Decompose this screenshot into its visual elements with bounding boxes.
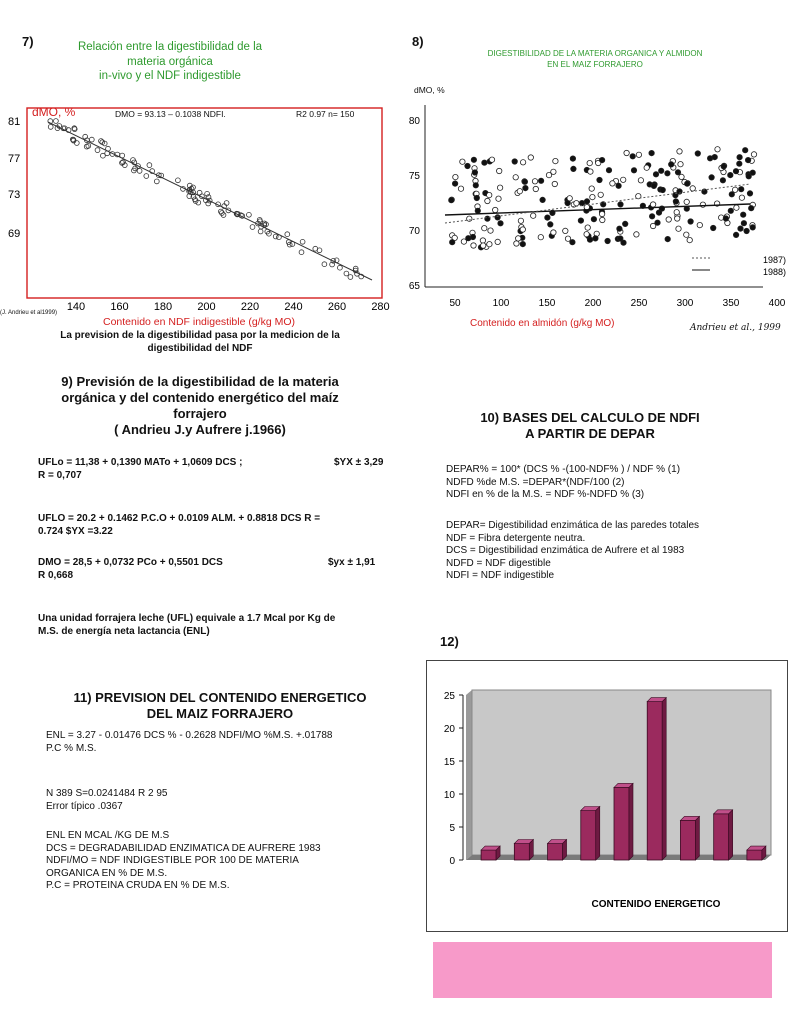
panel-8-point-filled [593,236,598,241]
panel-7-x-tick: 160 [110,301,129,313]
panel-8-title [430,48,760,70]
panel-7-xlabel: Contenido en NDF indigestible (g/kg MO) [103,316,296,328]
panel-8-point-open [684,232,689,237]
panel-9-eq1-r: R = 0,707 [38,470,82,481]
panel-12-bar [714,810,733,860]
panel-7-title-line: materia orgánica [127,55,213,68]
panel-8-point-open [687,237,692,242]
panel-8-point-filled [617,226,622,231]
panel-8-x-tick: 200 [584,298,602,309]
panel-8-number: 8) [412,34,424,49]
panel-8-point-open [493,207,498,212]
panel-8-point-open [590,194,595,199]
panel-8-point-open [528,155,533,160]
panel-9-title [40,374,360,438]
panel-12-y-tick: 25 [443,691,455,702]
panel-7-plot-frame [27,108,382,298]
panel-8-point-open [675,216,680,221]
panel-8-point-filled [733,232,738,237]
panel-8-point-open [697,222,702,227]
panel-8-point-filled [656,210,661,215]
panel-11-definition: ENL EN MCAL /KG DE M.S [46,830,170,841]
panel-8-point-filled [584,199,589,204]
panel-8-point-open [551,230,556,235]
panel-8-point-open [650,202,655,207]
panel-8-point-open [533,186,538,191]
panel-8-point-filled [649,214,654,219]
panel-8-point-open [563,228,568,233]
panel-8-point-open [587,160,592,165]
panel-8-point-filled [695,151,700,156]
panel-8-legend-1988: 1988) [763,267,787,277]
panel-8-point-open [488,228,493,233]
panel-8-points [449,147,757,250]
panel-10-definition: DCS = Digestibilidad enzimática de Aufrere et al 1983 [446,545,685,556]
panel-11-equation-line: P.C % M.S. [46,742,97,754]
panel-8-point-filled [465,163,470,168]
panel-8-point-filled [741,212,746,217]
panel-8-point-filled [744,228,749,233]
panel-8-point-filled [750,225,755,230]
panel-11-title-line: 11) PREVISION DEL CONTENIDO ENERGETICO [73,690,367,705]
panel-10-definition: NDFD = NDF digestible [446,557,551,569]
panel-8-point-filled [750,170,755,175]
panel-12-bar-side [563,840,567,861]
panel-8-point-filled [450,240,455,245]
panel-8-point-open [489,157,494,162]
panel-8-source: Andrieu et al., 1999 [690,323,781,333]
panel-8-point-filled [618,202,623,207]
panel-8-x-tick: 350 [722,298,740,309]
panel-12-bar-front [514,844,529,861]
panel-7-y-tick: 73 [8,189,21,201]
panel-8-point-filled [616,183,621,188]
panel-8-point-filled [545,215,550,220]
panel-9-title-line: forrajero [173,406,227,421]
panel-8-point-filled [728,208,733,213]
panel-8-point-open [678,162,683,167]
panel-10-definition: NDFI = NDF indigestible [446,570,555,581]
panel-11-title-line: DEL MAIZ FORRAJERO [146,706,294,721]
panel-8-point-filled [522,179,527,184]
panel-8-point-filled [739,187,744,192]
panel-8-point-open [487,192,492,197]
panel-11-stats [46,788,167,813]
panel-10-title-line: 10) BASES DEL CALCULO DE NDFI [480,410,700,425]
panel-12-bar-front [581,811,596,861]
panel-8-point-open [585,225,590,230]
panel-8-point-filled [649,150,654,155]
panel-8-point-filled [540,197,545,202]
panel-7-caption [20,329,380,355]
panel-8-point-open [514,241,519,246]
panel-8-point-filled [745,157,750,162]
panel-8-point-filled [738,226,743,231]
panel-8-point-open [520,160,525,165]
panel-8-point-filled [587,237,592,242]
panel-8-point-open [751,152,756,157]
panel-8-point-filled [597,177,602,182]
panel-8-point-open [487,242,492,247]
panel-7-x-tick: 260 [327,301,347,313]
panel-11-definition: DCS = DEGRADABILIDAD ENZIMATICA DE AUFRERE 1983 [46,842,321,854]
panel-8-point-filled [623,221,628,226]
panel-8-point-filled [711,225,716,230]
panel-10-formulas [446,464,680,502]
panel-8-point-open [520,227,525,232]
panel-7-number: 7) [22,34,34,49]
panel-8-point-open [531,213,536,218]
panel-8-point-open [734,205,739,210]
panel-8-point-filled [495,215,500,220]
panel-11-definition: ORGANICA EN % DE M.S. [46,867,168,879]
panel-8-point-filled [630,154,635,159]
panel-9-note-line: M.S. de energía neta lactancia (ENL) [38,626,210,637]
panel-12-bar [747,846,766,860]
panel-8-y-tick: 70 [408,226,420,237]
panel-8-x-tick: 50 [449,298,461,309]
panel-12-bar [680,816,699,860]
panel-8-point-filled [520,241,525,246]
panel-8-point-filled [618,236,623,241]
panel-8-x-tick: 150 [538,298,556,309]
panel-8-point-open [588,169,593,174]
panel-8-point-filled [631,168,636,173]
panel-9-eq1: UFLo = 11,38 + 0,1390 MATo + 1,0609 DCS ; [38,457,243,468]
panel-8-point-filled [743,148,748,153]
panel-8-point-filled [452,181,457,186]
panel-9-title-line: 9) Previsión de la digestibilidad de la materia [61,374,339,389]
panel-8-point-filled [591,217,596,222]
panel-8-point-open [453,174,458,179]
panel-8-point-open [666,217,671,222]
panel-12-bar-chart [426,660,788,932]
panel-9-eq1-error: $YX ± 3,29 [334,457,384,468]
panel-8-point-filled [655,220,660,225]
panel-8-point-open [739,195,744,200]
panel-12-bar-side [729,810,733,860]
panel-8-x-tick: 300 [676,298,694,309]
panel-8-point-filled [548,222,553,227]
panel-7-x-tick: 240 [284,301,303,313]
panel-11-title [40,690,400,722]
panel-7-ylabel: dMO, % [32,105,76,119]
panel-8-point-filled [673,199,678,204]
panel-10-formula-line: DEPAR% = 100* (DCS % -(100-NDF% ) / NDF % (1) [446,464,681,475]
panel-12-bar-front [548,844,563,861]
panel-8-point-filled [570,156,575,161]
panel-8-y-tick: 75 [408,171,420,182]
panel-8-point-open [684,199,689,204]
panel-8-point-open [517,189,522,194]
panel-8-point-filled [665,171,670,176]
panel-8-title-line: DIGESTIBILIDAD DE LA MATERIA ORGANICA Y ALMIDON [487,49,703,58]
panel-8-point-filled [733,169,738,174]
panel-8-point-filled [709,175,714,180]
panel-8-point-open [584,232,589,237]
panel-8-point-open [638,178,643,183]
panel-12-bar-front [714,814,729,860]
panel-8-point-open [471,243,476,248]
panel-8-point-open [674,210,679,215]
panel-9-eq3-error: $yx ± 1,91 [328,557,376,568]
panel-7-y-tick: 77 [8,153,21,165]
panel-8-point-filled [720,178,725,183]
panel-12-xlabel: CONTENIDO ENERGETICO [591,899,721,910]
panel-8-point-open [480,238,485,243]
panel-8-point-filled [538,178,543,183]
panel-8-point-filled [472,170,477,175]
panel-10-definitions [446,520,699,583]
panel-12-bar-side [629,783,633,860]
panel-8-point-filled [669,162,674,167]
panel-8-point-open [467,216,472,221]
panel-8-point-filled [721,164,726,169]
panel-9-title-line: ( Andrieu J.y Aufrere j.1966) [114,422,286,437]
panel-7-x-tick: 280 [371,301,390,313]
panel-8-point-open [610,181,615,186]
panel-12-bar-side [529,840,533,861]
panel-12-bar-side [596,807,600,861]
panel-12-bar [614,783,633,860]
panel-8-point-filled [737,155,742,160]
panel-8-x-tick: 400 [768,298,786,309]
panel-12-bar [481,846,500,860]
panel-8-x-ticks [449,298,785,309]
panel-12-bar-front [614,787,629,860]
panel-7-y-tick: 81 [8,116,21,128]
panel-8-point-open [567,196,572,201]
panel-9-eq3: DMO = 28,5 + 0,0732 PCo + 0,5501 DCS [38,557,223,568]
panel-8-point-filled [723,216,728,221]
panel-12-number: 12) [440,634,459,649]
panel-8-point-filled [571,166,576,171]
panel-12-y-tick: 10 [443,790,455,801]
panel-8-point-filled [482,160,487,165]
panel-8-trend-solid [445,204,750,215]
panel-10-formula-line: NDFD %de M.S. =DEPAR*(NDF/100 (2) [446,476,625,488]
panel-12-bar [581,807,600,861]
panel-11-definition: P.C = PROTEINA CRUDA EN % DE M.S. [46,880,230,891]
panel-8-point-open [496,196,501,201]
panel-11-definitions [46,830,321,893]
panel-7-caption-line: La prevision de la digestibilidad pasa por la medicion de la [60,330,340,341]
panel-8-y-ticks [409,116,421,292]
panel-8-x-tick: 100 [492,298,510,309]
panel-8-point-open [513,175,518,180]
panel-8-point-open [676,226,681,231]
panel-8-point-filled [498,221,503,226]
panel-8-point-filled [474,195,479,200]
panel-8-point-open [495,239,500,244]
panel-10-title-line: A PARTIR DE DEPAR [525,426,655,441]
panel-8-point-filled [749,206,754,211]
panel-12-y-tick: 0 [449,856,455,867]
pink-block [433,942,772,998]
panel-8-point-filled [712,154,717,159]
panel-8-point-open [600,217,605,222]
panel-11-stats-line: Error típico .0367 [46,800,123,812]
panel-8-point-open [518,218,523,223]
panel-12-plot-side [466,690,472,860]
panel-8-point-filled [512,159,517,164]
panel-9-eq2-r: 0.724 $YX =3.22 [38,526,113,537]
panel-8-point-filled [485,216,490,221]
panel-12-bar-front [680,820,695,860]
panel-9-note-line: Una unidad forrajera leche (UFL) equivale a 1.7 Mcal por Kg de [38,613,336,624]
panel-7-x-tick: 220 [240,301,260,313]
panel-11-equation [46,730,332,755]
panel-12-bar-side [695,816,699,860]
panel-8-point-filled [665,236,670,241]
panel-8-point-open [482,226,487,231]
panel-10-definition: NDF = Fibra detergente neutra. [446,532,586,544]
panel-12-y-tick: 20 [443,724,455,735]
panel-7-title [40,40,300,84]
panel-8-point-filled [653,172,658,177]
panel-12-bar-front [647,702,662,860]
panel-8-scatter [395,100,795,315]
panel-12-bar-side [662,698,666,860]
panel-8-point-open [644,165,649,170]
panel-8-point-filled [685,181,690,186]
panel-8-point-filled [475,208,480,213]
panel-8-point-filled [659,168,664,173]
panel-8-y-tick: 65 [408,281,420,292]
panel-8-title-line: EN EL MAIZ FORRAJERO [547,60,643,69]
panel-12-bar [514,840,533,861]
panel-8-point-filled [729,192,734,197]
panel-8-point-open [624,150,629,155]
panel-8-point-open [574,201,579,206]
panel-8-point-open [532,179,537,184]
panel-8-xlabel: Contenido en almidón (g/kg MO) [470,318,615,329]
panel-8-point-open [598,192,603,197]
panel-8-point-filled [675,170,680,175]
panel-11-stats-line: N 389 S=0.0241484 R 2 95 [46,788,168,799]
panel-7-x-tick: 180 [153,301,173,313]
panel-7-y-ticks [8,116,20,240]
panel-8-point-open [599,211,604,216]
panel-12-bar-front [481,850,496,860]
panel-8-point-filled [599,157,604,162]
panel-12-y-tick: 15 [443,757,455,768]
panel-8-point-open [679,174,684,179]
panel-8-point-filled [605,238,610,243]
panel-8-point-open [516,236,521,241]
panel-7-title-line: in-vivo y el NDF indigestible [99,70,241,82]
panel-9-eq3-r: R 0,668 [38,570,74,581]
panel-8-ylabel: dMO, % [414,85,445,95]
panel-8-point-open [700,202,705,207]
panel-8-point-open [636,152,641,157]
panel-8-point-filled [471,157,476,162]
panel-8-point-filled [741,221,746,226]
panel-8-point-open [458,186,463,191]
panel-8-point-open [553,158,558,163]
panel-7-title-line: Relación entre la digestibilidad de la [77,41,263,53]
panel-8-point-open [481,243,486,248]
panel-8-point-open [460,159,465,164]
panel-8-point-open [565,236,570,241]
panel-7-y-tick: 69 [8,228,21,240]
panel-8-point-filled [660,187,665,192]
panel-8-point-open [552,181,557,186]
panel-10-title [430,410,750,442]
panel-8-point-open [634,232,639,237]
panel-8-point-filled [523,185,528,190]
panel-8-point-open [497,168,502,173]
panel-8-y-tick: 80 [408,116,420,127]
panel-8-point-open [485,198,490,203]
panel-8-point-open [551,169,556,174]
panel-10-formula-line: NDFI en % de la M.S. = NDF %-NDFD % (3) [446,489,645,500]
panel-8-point-filled [606,168,611,173]
panel-11-equation-line: ENL = 3.27 - 0.01476 DCS % - 0.2628 NDFI/MO %M.S. +.01788 [46,730,333,741]
panel-10-definition: DEPAR= Digestibilidad enzimática de las paredes totales [446,520,700,531]
panel-12-bar [647,698,666,860]
panel-8-point-filled [466,236,471,241]
panel-7-x-ticks [67,301,390,313]
panel-7-x-tick: 200 [197,301,216,313]
panel-9-title-line: orgánica y del contenido energético del maíz [61,390,339,405]
panel-12-bar-front [747,850,762,860]
panel-7-source: (J. Andrieu et al1999) [0,310,58,316]
panel-8-point-filled [473,183,478,188]
panel-8-point-open [690,186,695,191]
panel-9-note [38,612,335,638]
panel-8-point-filled [578,218,583,223]
panel-7-caption-line: digestibilidad del NDF [147,343,253,354]
panel-8-point-filled [728,172,733,177]
panel-8-point-filled [651,183,656,188]
panel-8-point-open [589,186,594,191]
panel-8-point-filled [737,161,742,166]
panel-7-x-tick: 140 [66,301,86,313]
panel-8-point-filled [747,191,752,196]
panel-12-y-tick: 5 [449,823,455,834]
panel-7-scatter [0,100,390,330]
panel-7-equation: DMO = 93.13 – 0.1038 NDFI. [115,109,226,119]
panel-8-legend-1987: 1987) [763,255,787,265]
panel-12-bar [548,840,567,861]
panel-8-point-open [715,147,720,152]
panel-9-eq2: UFLO = 20.2 + 0.1462 P.C.O + 0.0109 ALM. + 0.8818 DCS R = [38,513,321,524]
panel-8-x-tick: 250 [630,298,648,309]
panel-8-point-open [497,185,502,190]
panel-8-point-open [621,177,626,182]
panel-7-r2: R2 0.97 n= 150 [296,109,355,119]
panel-8-point-filled [688,219,693,224]
panel-8-point-open [677,149,682,154]
panel-8-point-filled [449,198,454,203]
panel-8-point-open [538,235,543,240]
panel-11-definition: NDFI/MO = NDF INDIGESTIBLE POR 100 DE MATERIA [46,855,299,866]
